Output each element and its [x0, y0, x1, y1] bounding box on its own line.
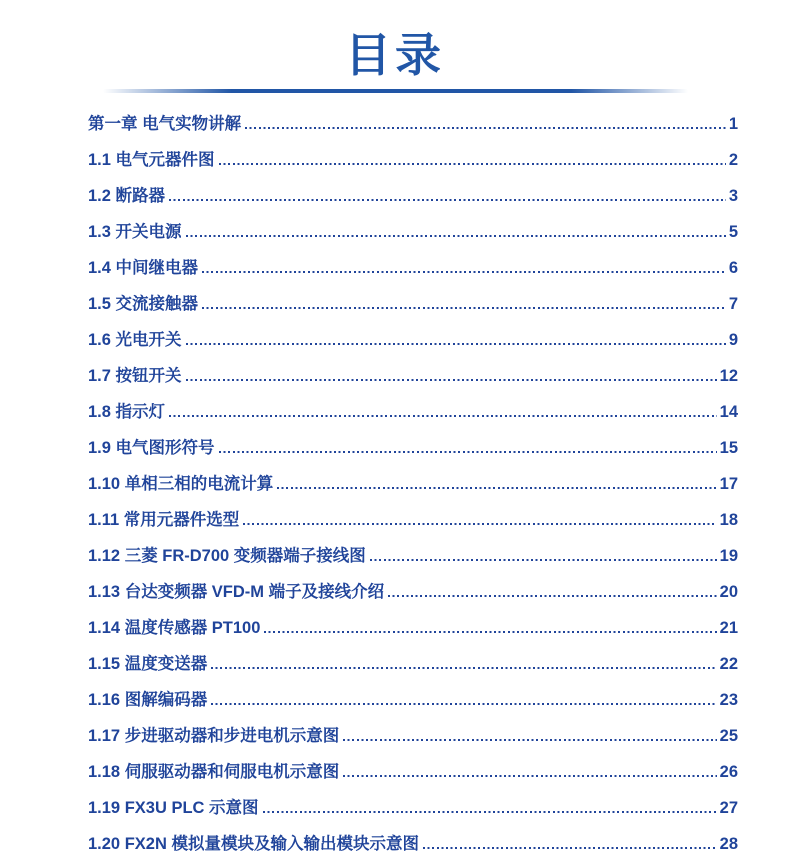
toc-entry-label: 1.18 伺服驱动器和伺服电机示意图 — [88, 763, 340, 781]
toc-entry-label: 1.15 温度变送器 — [88, 655, 208, 673]
toc-entry-label: 1.5 交流接触器 — [88, 295, 199, 313]
dot-leader-icon — [202, 307, 726, 309]
toc-entry[interactable] — [88, 826, 738, 862]
toc-entry[interactable] — [88, 286, 738, 322]
dot-leader-icon — [219, 163, 726, 165]
toc-entry-label: 1.13 台达变频器 VFD-M 端子及接线介绍 — [88, 583, 385, 601]
dot-leader-icon — [186, 235, 726, 237]
dot-leader-icon — [277, 487, 716, 489]
dot-leader-icon — [186, 343, 726, 345]
toc-entry[interactable] — [88, 178, 738, 214]
toc-entry-page: 1 — [728, 115, 738, 133]
toc-list — [88, 106, 738, 862]
toc-entry-page: 28 — [719, 835, 738, 853]
toc-entry-page: 20 — [719, 583, 738, 601]
dot-leader-icon — [343, 739, 716, 741]
toc-entry-page: 9 — [728, 331, 738, 349]
toc-entry-label: 1.20 FX2N 模拟量模块及输入输出模块示意图 — [88, 835, 419, 853]
toc-entry-label: 1.2 断路器 — [88, 187, 166, 205]
toc-entry-label: 1.9 电气图形符号 — [88, 439, 215, 457]
toc-entry[interactable] — [88, 106, 738, 142]
toc-entry[interactable] — [88, 142, 738, 178]
dot-leader-icon — [186, 379, 717, 381]
toc-entry-label: 1.16 图解编码器 — [88, 691, 208, 709]
toc-entry[interactable] — [88, 610, 738, 646]
toc-entry-page: 18 — [719, 511, 738, 529]
toc-entry-page: 19 — [719, 547, 738, 565]
toc-entry[interactable] — [88, 718, 738, 754]
toc-entry[interactable] — [88, 646, 738, 682]
toc-entry[interactable] — [88, 250, 738, 286]
dot-leader-icon — [219, 451, 717, 453]
toc-entry-label: 1.7 按钮开关 — [88, 367, 182, 385]
dot-leader-icon — [202, 271, 726, 273]
toc-entry-page: 14 — [719, 403, 738, 421]
page-title: 目录 — [345, 29, 445, 81]
toc-entry[interactable] — [88, 538, 738, 574]
toc-header — [0, 0, 790, 93]
toc-entry-label: 1.19 FX3U PLC 示意图 — [88, 799, 259, 817]
toc-entry-label: 1.12 三菱 FR-D700 变频器端子接线图 — [88, 547, 366, 565]
toc-entry-page: 15 — [719, 439, 738, 457]
toc-entry-label: 1.10 单相三相的电流计算 — [88, 475, 274, 493]
toc-entry[interactable] — [88, 394, 738, 430]
toc-entry[interactable] — [88, 430, 738, 466]
toc-entry[interactable] — [88, 322, 738, 358]
toc-entry-label: 1.8 指示灯 — [88, 403, 166, 421]
toc-entry[interactable] — [88, 466, 738, 502]
toc-entry-page: 12 — [719, 367, 738, 385]
toc-entry[interactable] — [88, 790, 738, 826]
toc-entry-page: 5 — [728, 223, 738, 241]
dot-leader-icon — [264, 631, 716, 633]
dot-leader-icon — [169, 199, 726, 201]
dot-leader-icon — [243, 523, 716, 525]
toc-entry-page: 6 — [728, 259, 738, 277]
toc-entry-page: 2 — [728, 151, 738, 169]
dot-leader-icon — [263, 811, 717, 813]
toc-entry-label: 1.11 常用元器件选型 — [88, 511, 240, 529]
toc-entry-page: 22 — [719, 655, 738, 673]
dot-leader-icon — [211, 667, 716, 669]
dot-leader-icon — [343, 775, 716, 777]
dot-leader-icon — [388, 595, 717, 597]
dot-leader-icon — [245, 127, 726, 129]
toc-entry-label: 1.14 温度传感器 PT100 — [88, 619, 261, 637]
toc-entry[interactable] — [88, 754, 738, 790]
toc-entry-page: 26 — [719, 763, 738, 781]
toc-entry[interactable] — [88, 682, 738, 718]
toc-entry[interactable] — [88, 502, 738, 538]
toc-entry-page: 3 — [728, 187, 738, 205]
toc-entry-label: 1.3 开关电源 — [88, 223, 182, 241]
toc-entry-page: 17 — [719, 475, 738, 493]
dot-leader-icon — [211, 703, 716, 705]
toc-entry-label: 1.17 步进驱动器和步进电机示意图 — [88, 727, 340, 745]
toc-entry-label: 第一章 电气实物讲解 — [88, 115, 242, 133]
toc-entry-page: 7 — [728, 295, 738, 313]
title-underline — [103, 89, 688, 93]
toc-entry-label: 1.1 电气元器件图 — [88, 151, 215, 169]
toc-entry[interactable] — [88, 358, 738, 394]
toc-entry[interactable] — [88, 574, 738, 610]
dot-leader-icon — [169, 415, 717, 417]
toc-entry-label: 1.4 中间继电器 — [88, 259, 199, 277]
dot-leader-icon — [370, 559, 717, 561]
toc-entry[interactable] — [88, 214, 738, 250]
toc-entry-page: 23 — [719, 691, 738, 709]
toc-entry-page: 21 — [719, 619, 738, 637]
toc-entry-page: 27 — [719, 799, 738, 817]
toc-entry-page: 25 — [719, 727, 738, 745]
dot-leader-icon — [423, 847, 717, 849]
toc-entry-label: 1.6 光电开关 — [88, 331, 182, 349]
